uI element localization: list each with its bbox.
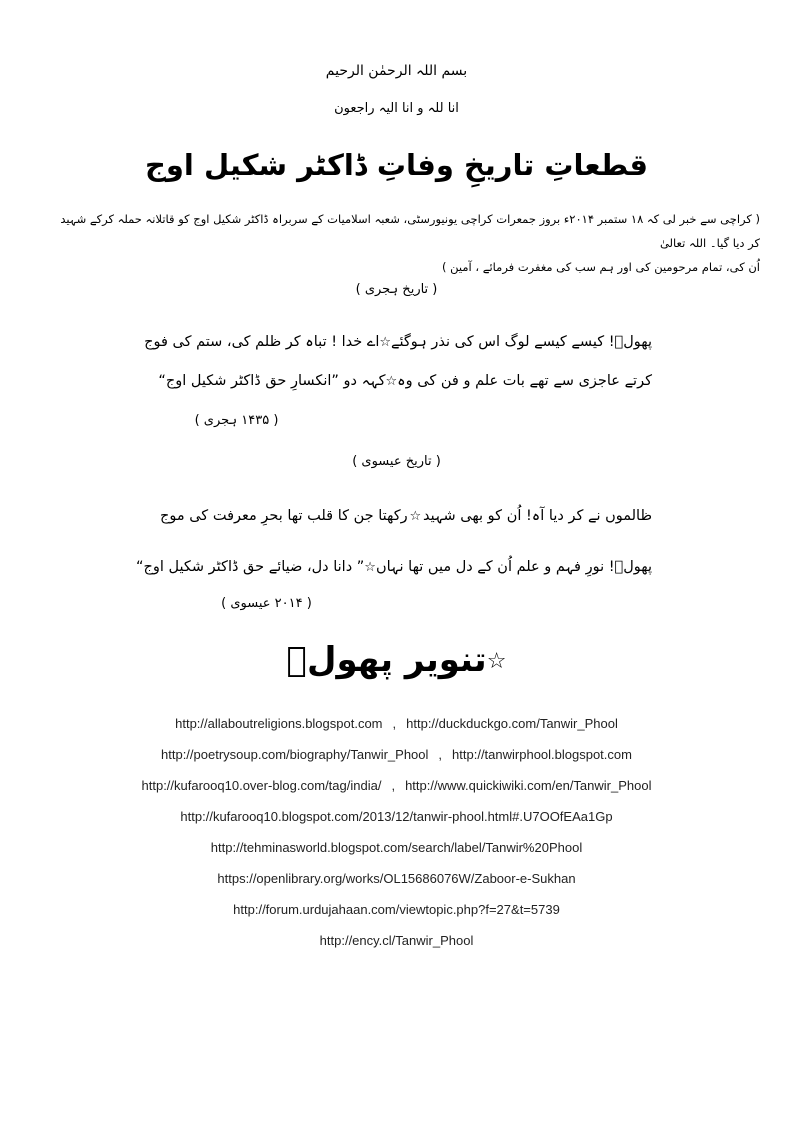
- url-link[interactable]: https://openlibrary.org/works/OL15686076W/Zaboor-e-Sukhan: [217, 871, 576, 886]
- url-link[interactable]: http://www.quickiwiki.com/en/Tanwir_Phool: [405, 778, 652, 793]
- hijri-heading: ( تاریخ ہجری ): [355, 282, 438, 297]
- url-link[interactable]: http://kufarooq10.blogspot.com/2013/12/tanwir-phool.html#.U7OOfEAa1Gp: [180, 809, 613, 824]
- author-signature: [0, 640, 793, 680]
- gregorian-verse: [136, 553, 652, 581]
- inna-lillah: انا للہ و انا الیہ راجعون: [334, 101, 459, 116]
- verse-first-hemistich: پھولؔ! نورِ فہم و علم اُن کے دل میں تھا نہاں: [375, 559, 652, 575]
- verse-first-hemistich: کرتے عاجزی سے تھے بات علم و فن کی وہ: [397, 373, 652, 389]
- url-link[interactable]: http://ency.cl/Tanwir_Phool: [319, 933, 474, 948]
- verse-first-hemistich: ظالموں نے کر دیا آہ! اُن کو بھی شہید: [423, 508, 652, 524]
- link-separator: ,: [392, 716, 397, 731]
- link-line: [0, 775, 793, 806]
- star-icon: ☆: [385, 373, 398, 389]
- gregorian-verse: [160, 502, 652, 530]
- verse-second-hemistich: کہہ دو ”انکسارِ حق ڈاکٹر شکیل اوج“: [158, 373, 386, 389]
- link-line: [0, 713, 793, 744]
- page-title: قطعاتِ تاریخِ وفاتِ ڈاکٹر شکیل اوج: [145, 148, 648, 182]
- verse-second-hemistich: رکھتا جن کا قلب تھا بحرِ معرفت کی موج: [160, 508, 408, 524]
- url-link[interactable]: http://tehminasworld.blogspot.com/search/label/Tanwir%20Phool: [210, 840, 583, 855]
- star-icon: ☆: [364, 559, 376, 575]
- intro-line: ( کراچی سے خبر لی کہ ۱۸ ستمبر ۲۰۱۴ء بروز جمعرات کراچی یونیورسٹی، شعبہ اسلامیات کے سربراہ ڈاکٹر شکیل اوج کو قاتلانہ حملہ کرکے شہید کر دیا گیا۔ اللہ تعالیٰ: [60, 212, 760, 250]
- gregorian-heading: ( تاریخ عیسوی ): [352, 454, 441, 469]
- url-link[interactable]: http://kufarooq10.over-blog.com/tag/india/: [141, 778, 382, 793]
- intro-line: اُن کی، تمام مرحومین کی اور ہم سب کی مغفرت فرمائے ، آمین ): [441, 260, 760, 274]
- verse-second-hemistich: ” دانا دل، ضیائے حق ڈاکٹر شکیل اوج“: [136, 559, 365, 575]
- link-line: [0, 868, 793, 899]
- verse-first-hemistich: پھولؔ! کیسے کیسے لوگ اس کی نذر ہوگئے: [391, 334, 652, 350]
- hijri-verse: [144, 328, 652, 356]
- hijri-year: ( ۱۴۳۵ ہجری ): [194, 413, 279, 428]
- link-line: [0, 806, 793, 837]
- verse-second-hemistich: اے خدا ! تباہ کر ظلم کی، ستم کی فوج: [144, 334, 380, 350]
- url-link[interactable]: http://duckduckgo.com/Tanwir_Phool: [406, 716, 618, 731]
- author-name: تنویر پھولؔ: [286, 640, 487, 680]
- link-separator: ,: [391, 778, 396, 793]
- link-line: [0, 837, 793, 868]
- hijri-verse: [160, 367, 652, 395]
- intro-paragraph: [52, 207, 760, 279]
- url-link[interactable]: http://tanwirphool.blogspot.com: [452, 747, 632, 762]
- url-link[interactable]: http://allaboutreligions.blogspot.com: [175, 716, 383, 731]
- star-icon: ☆: [379, 334, 392, 350]
- url-link[interactable]: http://forum.urdujahaan.com/viewtopic.php?f=27&t=5739: [233, 902, 560, 917]
- link-separator: ,: [438, 747, 443, 762]
- link-list: [0, 713, 793, 961]
- gregorian-year: ( ۲۰۱۴ عیسوی ): [221, 596, 312, 611]
- link-line: [0, 744, 793, 775]
- star-icon: ☆: [409, 508, 422, 524]
- star-icon: ☆: [486, 649, 507, 674]
- link-line: [0, 930, 793, 961]
- link-line: [0, 899, 793, 930]
- url-link[interactable]: http://poetrysoup.com/biography/Tanwir_Phool: [161, 747, 429, 762]
- bismillah: بسم اللہ الرحمٰن الرحیم: [325, 63, 468, 79]
